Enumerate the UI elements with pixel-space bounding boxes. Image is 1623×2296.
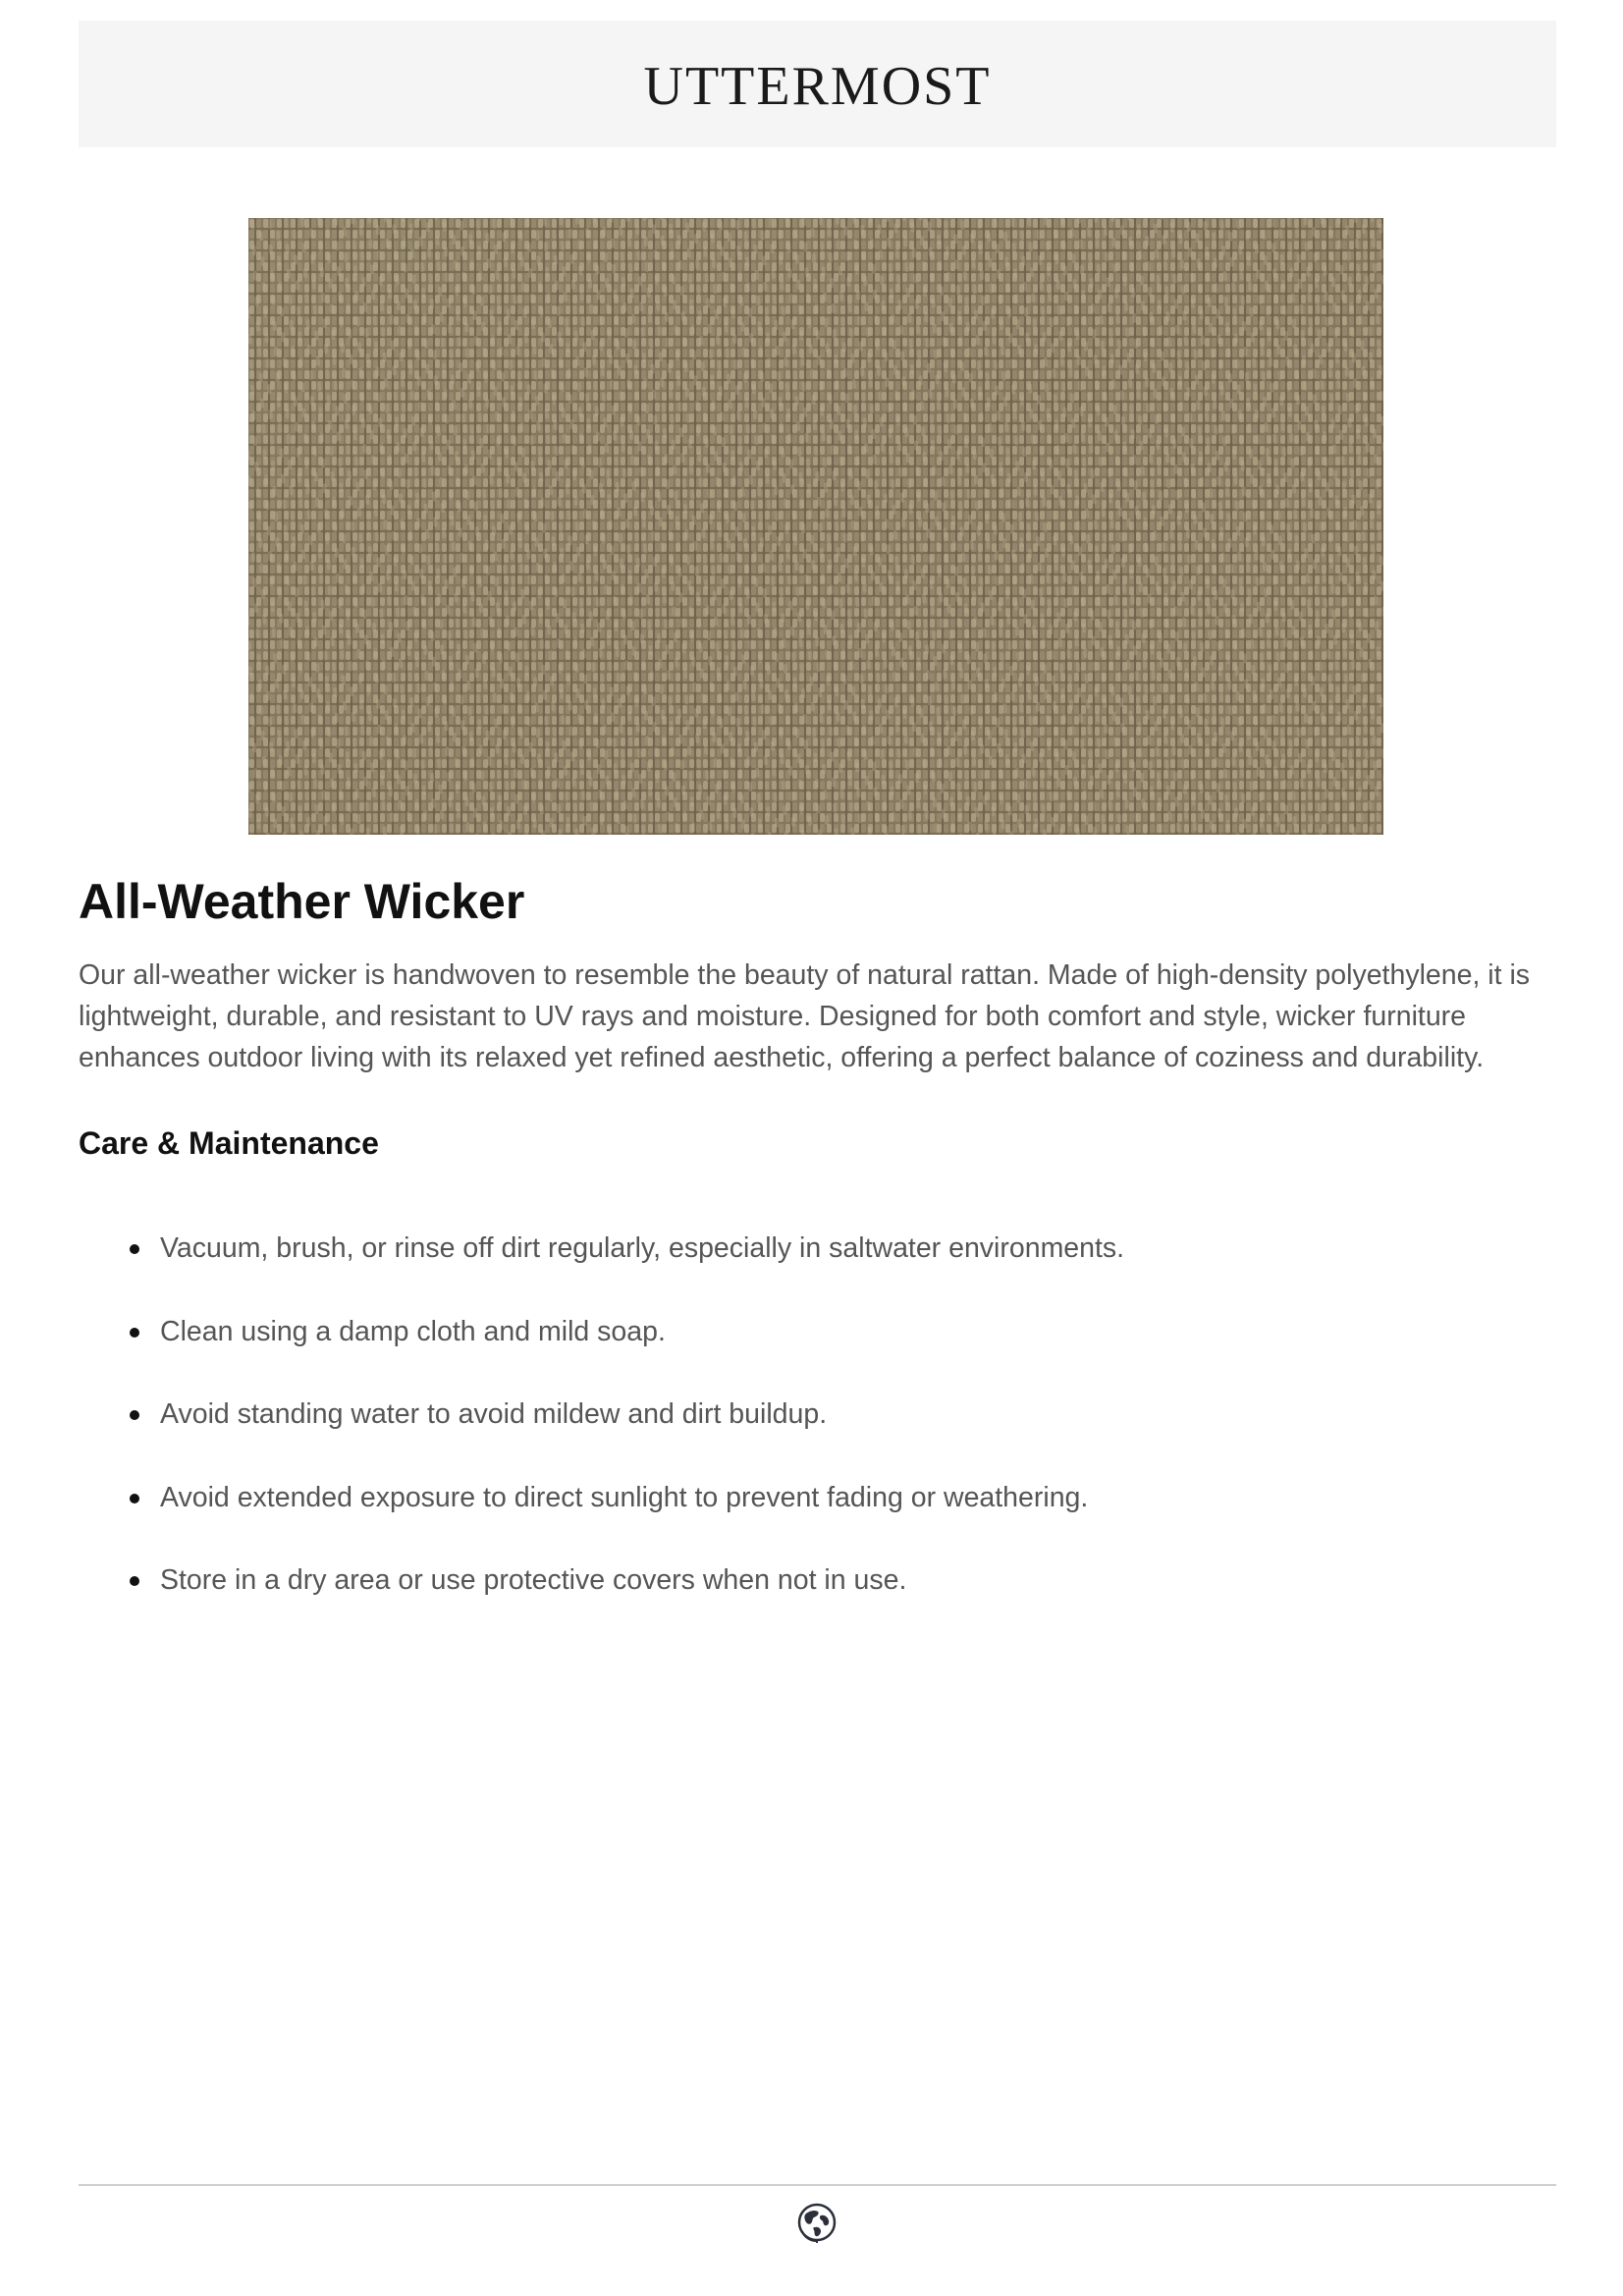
globe-icon[interactable] (796, 2202, 838, 2243)
list-item (79, 1394, 1124, 1477)
list-item-text: Avoid extended exposure to direct sunlight to prevent fading or weathering. (160, 1481, 1089, 1513)
wicker-texture-image (248, 218, 1383, 835)
care-list (79, 1228, 1124, 1643)
list-item-text: Clean using a damp cloth and mild soap. (160, 1315, 666, 1347)
brand-logo: UTTERMOST (643, 55, 992, 117)
bullet-icon (130, 1410, 139, 1420)
care-maintenance-heading: Care & Maintenance (79, 1125, 379, 1161)
list-item (79, 1228, 1124, 1311)
list-item-text: Vacuum, brush, or rinse off dirt regularly, especially in saltwater environments. (160, 1232, 1125, 1264)
list-item-text: Avoid standing water to avoid mildew and dirt buildup. (160, 1398, 828, 1430)
list-item-text: Store in a dry area or use protective covers when not in use. (160, 1564, 907, 1596)
list-item (79, 1559, 1124, 1643)
intro-paragraph: Our all-weather wicker is handwoven to resemble the beauty of natural rattan. Made of high-density polyethylene, it is lightweight, durable, and resistant to UV rays and moisture. Designed for both comfort and style, wicker furniture enhances outdoor living with its relaxed yet refined aesthetic, offering a perfect balance of coziness and durability. (79, 959, 1531, 1073)
list-item (79, 1477, 1124, 1560)
bullet-icon (130, 1244, 139, 1254)
page-title: All-Weather Wicker (79, 874, 525, 929)
footer-divider (79, 2184, 1556, 2186)
bullet-icon (130, 1576, 139, 1586)
bullet-icon (130, 1328, 139, 1338)
bullet-icon (130, 1494, 139, 1503)
header-bar (79, 21, 1556, 147)
list-item (79, 1311, 1124, 1394)
